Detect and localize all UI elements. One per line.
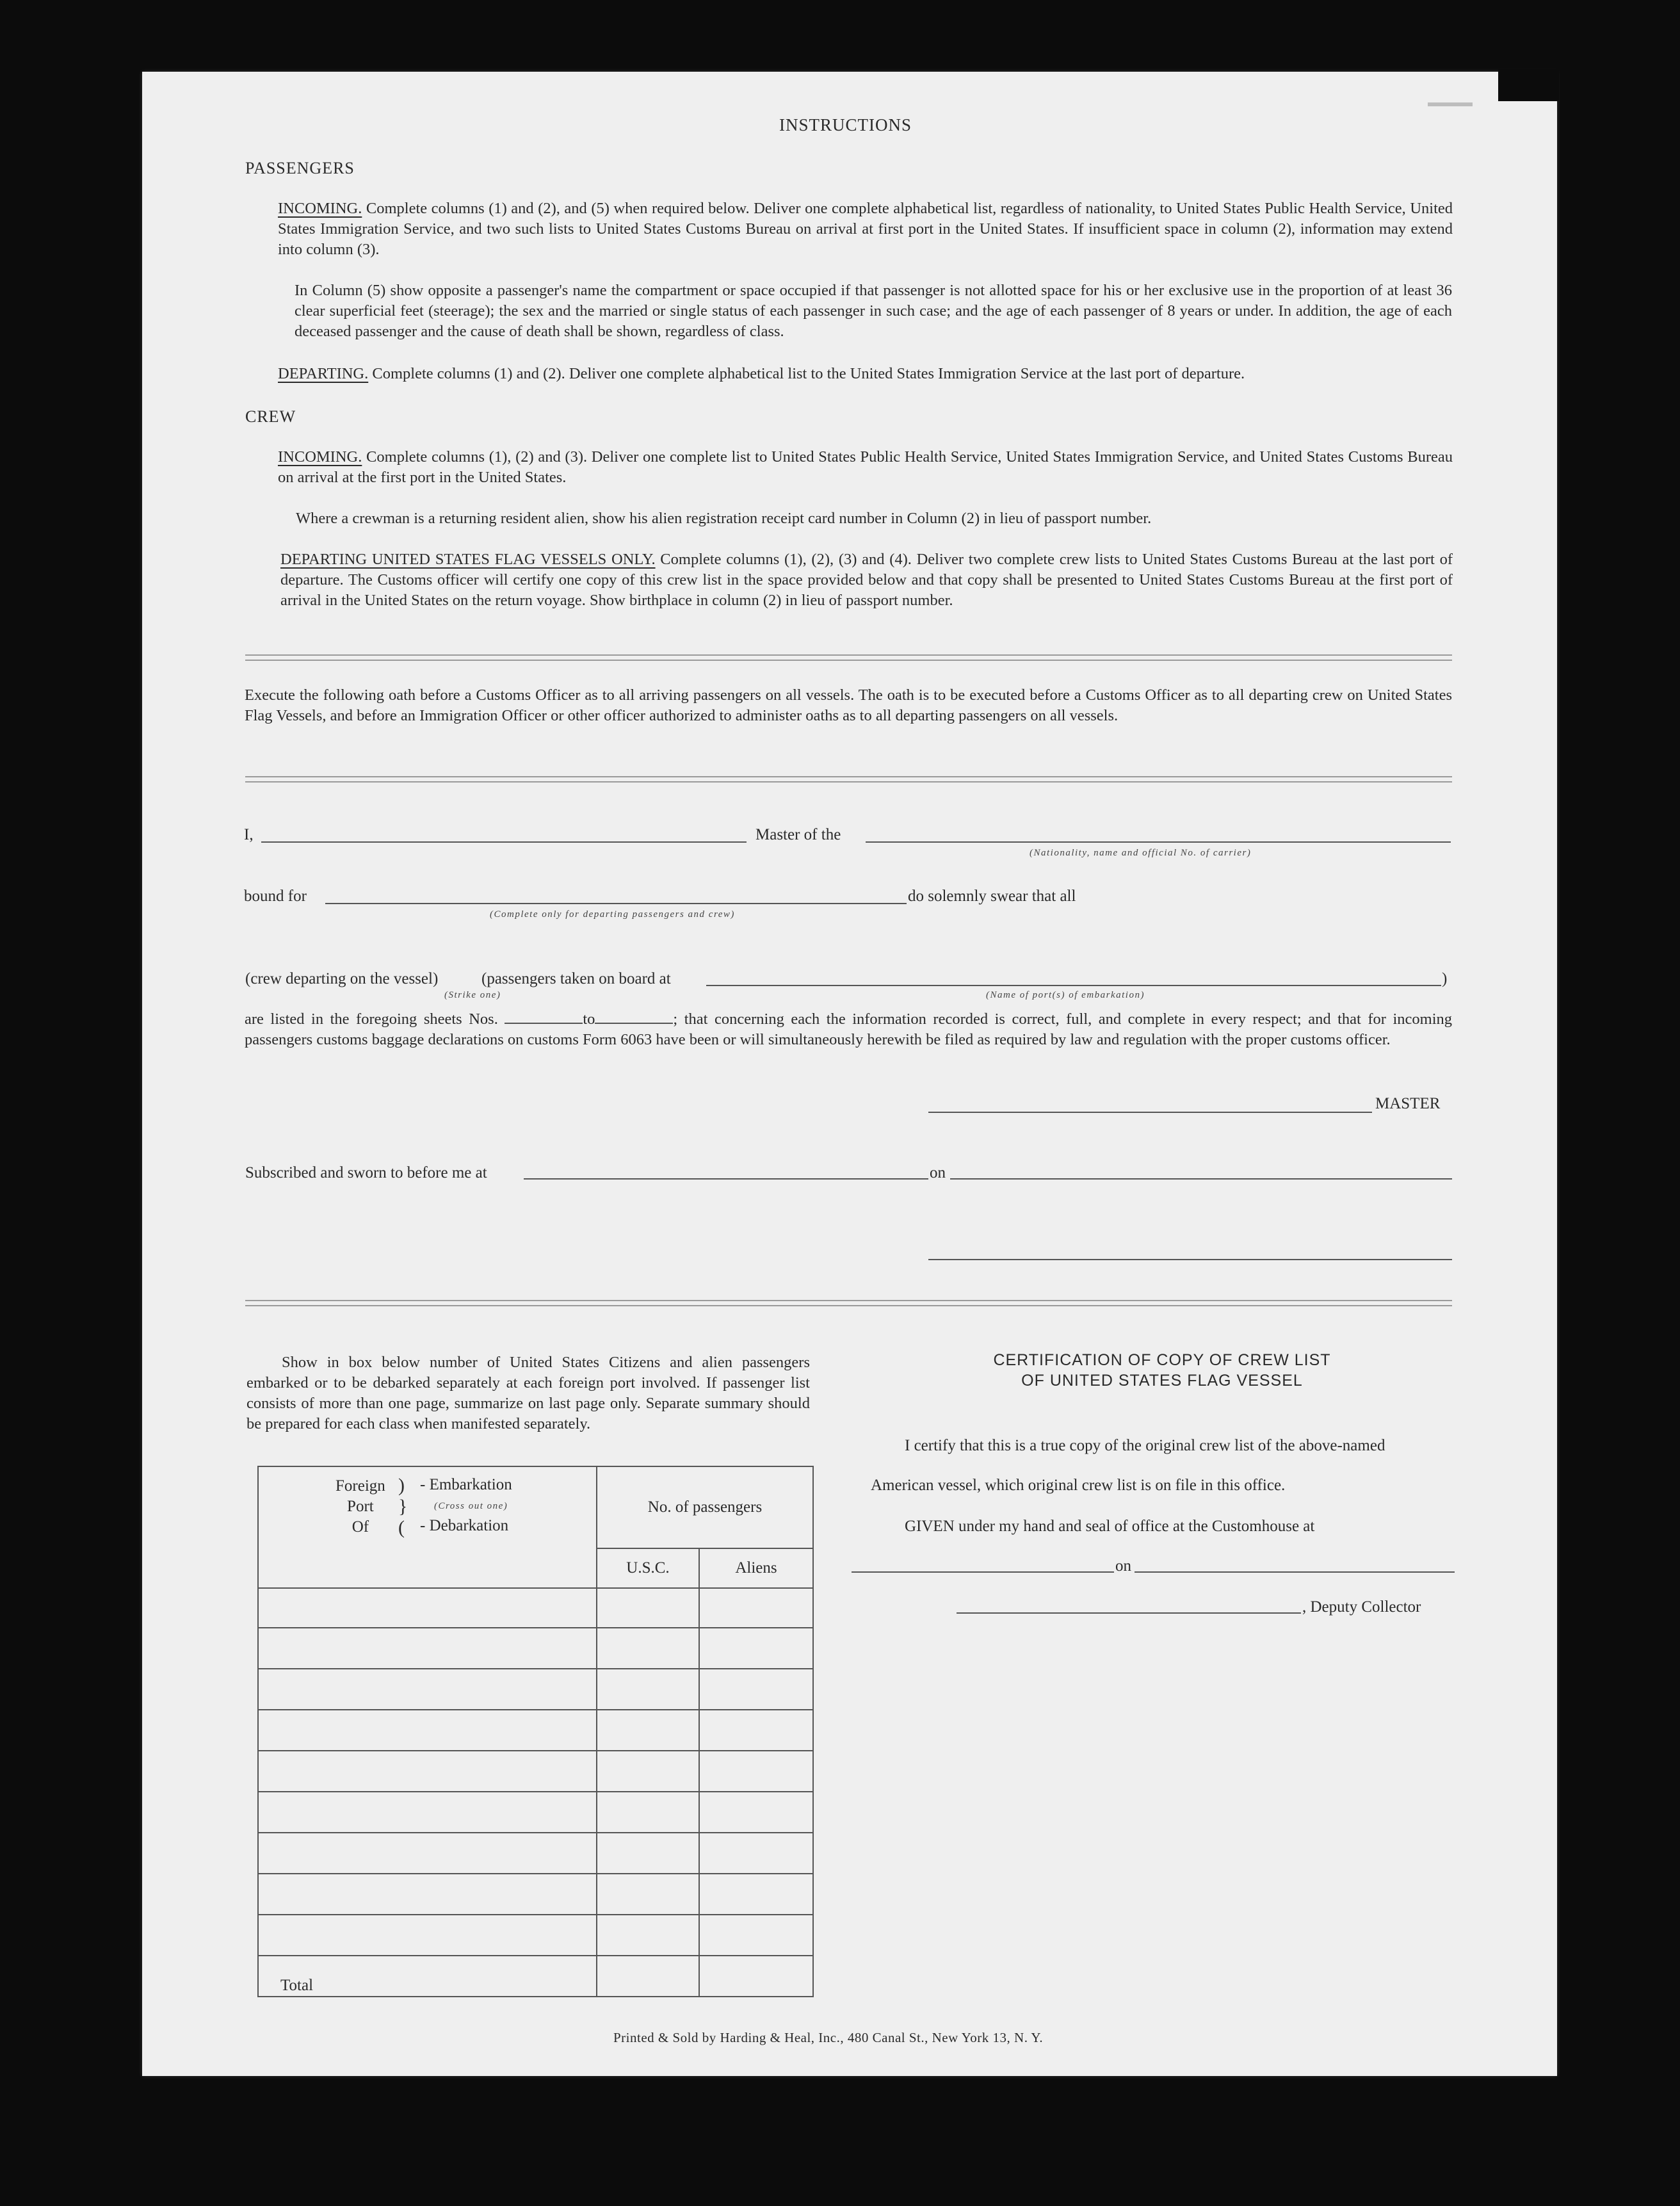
- oath-master-of: Master of the: [755, 826, 841, 843]
- table-row: [258, 1588, 813, 1628]
- certify-on-label: on: [1115, 1557, 1131, 1575]
- table-row: [258, 1915, 813, 1956]
- usc-cell[interactable]: [597, 1792, 699, 1833]
- certify-line3: GIVEN under my hand and seal of office at the Customhouse at: [905, 1518, 1315, 1535]
- carrier-field[interactable]: [866, 841, 1451, 843]
- crew-incoming-paragraph: [278, 447, 1453, 488]
- crew-incoming-text: Complete columns (1), (2) and (3). Deliver one complete list to United States Public Health Service, United States Immigration Service, and United States Customs Bureau on arrival at the first port in the United States.: [278, 448, 1453, 486]
- no-passengers-header: No. of passengers: [597, 1466, 813, 1548]
- subscribed-date-field[interactable]: [950, 1178, 1452, 1180]
- aliens-cell[interactable]: [699, 1710, 813, 1751]
- listed-prefix: are listed in the foregoing sheets Nos.: [245, 1010, 498, 1028]
- subscribed-label: Subscribed and sworn to before me at: [245, 1164, 487, 1181]
- passenger-summary-table: [257, 1466, 814, 1997]
- oath-crew-departing: (crew departing on the vessel): [245, 970, 439, 987]
- port-label: Port: [347, 1498, 374, 1515]
- crew-departing-text: Complete columns (1), (2), (3) and (4). Deliver two complete crew lists to United States Customs Bureau at the last port of departure. The Customs officer will certify one copy of this crew list in the space provided below and that copy shall be presented to United States Customs Bureau at the first port of arrival in the United States on the return voyage. Show birthplace in column (2) in lieu of passport number.: [280, 551, 1453, 609]
- usc-cell[interactable]: [597, 1751, 699, 1792]
- foreign-label: Foreign: [335, 1477, 385, 1495]
- crew-departing-paragraph: [280, 549, 1453, 611]
- section-divider: [245, 1300, 1452, 1306]
- port-cell[interactable]: [258, 1710, 597, 1751]
- customhouse-field[interactable]: [852, 1571, 1114, 1573]
- section-divider: [245, 654, 1452, 661]
- table-row: [258, 1833, 813, 1874]
- crew-heading: CREW: [245, 407, 296, 426]
- passengers-departing-paragraph: [278, 364, 1453, 384]
- aliens-cell[interactable]: [699, 1588, 813, 1628]
- passengers-incoming-text: Complete columns (1) and (2), and (5) when required below. Deliver one complete alphabetical list, regardless of nationality, to United States Public Health Service, United States Immigration Service, and two such lists to United States Customs Bureau on arrival at first port in the United States. If insufficient space in column (2), information may extend into column (3).: [278, 200, 1453, 258]
- embarkation-port-field[interactable]: [706, 985, 1441, 986]
- total-label: Total: [258, 1956, 597, 1997]
- bound-for-field[interactable]: [325, 903, 907, 904]
- table-row: [258, 1751, 813, 1792]
- of-label: Of: [351, 1518, 369, 1536]
- usc-cell[interactable]: [597, 1874, 699, 1915]
- certify-line2: American vessel, which original crew list is on file in this office.: [871, 1477, 1286, 1494]
- instructions-title: INSTRUCTIONS: [779, 115, 912, 134]
- sheet-to-field[interactable]: [595, 1010, 673, 1024]
- usc-total-cell[interactable]: [597, 1956, 699, 1997]
- torn-edge: [1428, 102, 1473, 106]
- usc-cell[interactable]: [597, 1588, 699, 1628]
- oath-instruction: Execute the following oath before a Customs Officer as to all arriving passengers on all vessels. The oath is to be executed before a Customs Officer as to all departing crew on United States Flag Vessels, and before an Immigration Officer or other officer authorized to administer oaths as to all departing passengers on all vessels.: [245, 686, 1452, 724]
- passengers-departing-text: Complete columns (1) and (2). Deliver one complete alphabetical list to the United States Immigration Service at the last port of departure.: [372, 365, 1245, 382]
- port-hint: (Name of port(s) of embarkation): [986, 990, 1145, 1000]
- table-row: [258, 1874, 813, 1915]
- subscribed-on-label: on: [930, 1164, 946, 1181]
- debarkation-label: - Debarkation: [420, 1517, 509, 1534]
- usc-header: U.S.C.: [597, 1548, 699, 1588]
- aliens-cell[interactable]: [699, 1915, 813, 1956]
- cross-out-hint: (Cross out one): [434, 1501, 508, 1511]
- certify-date-field[interactable]: [1135, 1571, 1455, 1573]
- certification-title: [896, 1350, 1428, 1391]
- master-signature-field[interactable]: [928, 1112, 1372, 1113]
- port-cell[interactable]: [258, 1588, 597, 1628]
- passengers-incoming-label: INCOMING.: [278, 200, 362, 217]
- table-header-row: [258, 1466, 813, 1548]
- aliens-cell[interactable]: [699, 1874, 813, 1915]
- port-cell[interactable]: [258, 1792, 597, 1833]
- torn-edge: [1498, 69, 1559, 101]
- certification-title-line2: OF UNITED STATES FLAG VESSEL: [1021, 1372, 1303, 1390]
- port-cell[interactable]: [258, 1628, 597, 1669]
- listed-rest: that for incoming passengers customs baggage declarations on customs Form 6063 have been or will simultaneously herewith be filed as required by law and regulation with the proper customs officer.: [245, 1010, 1453, 1048]
- oath-bound-for: bound for: [244, 888, 307, 905]
- deputy-collector-label: , Deputy Collector: [1302, 1598, 1421, 1616]
- usc-cell[interactable]: [597, 1710, 699, 1751]
- deputy-signature-field[interactable]: [957, 1612, 1301, 1614]
- aliens-cell[interactable]: [699, 1751, 813, 1792]
- aliens-header: Aliens: [699, 1548, 813, 1588]
- table-row: [258, 1669, 813, 1710]
- port-cell[interactable]: [258, 1751, 597, 1792]
- sheet-from-field[interactable]: [505, 1010, 583, 1024]
- aliens-cell[interactable]: [699, 1833, 813, 1874]
- listed-paragraph: [245, 1009, 1452, 1050]
- oath-swear: do solemnly swear that all: [908, 888, 1076, 905]
- port-cell[interactable]: [258, 1833, 597, 1874]
- subscribed-place-field[interactable]: [524, 1178, 928, 1180]
- foreign-port-of: [335, 1476, 385, 1537]
- summary-instruction: Show in box below number of United States Citizens and alien passengers embarked or to be debarked separately at each foreign port involved. If passenger list consists of more than one page, summarize on last page only. Separate summary should be prepared for each class when manifested separately.: [246, 1354, 810, 1432]
- section-divider: [245, 776, 1452, 783]
- aliens-cell[interactable]: [699, 1628, 813, 1669]
- passengers-heading: PASSENGERS: [245, 159, 355, 177]
- embarkation-label: - Embarkation: [420, 1476, 512, 1493]
- aliens-total-cell[interactable]: [699, 1956, 813, 1997]
- oath-passengers-taken: (passengers taken on board at: [481, 970, 671, 987]
- printer-footer: Printed & Sold by Harding & Heal, Inc., 480 Canal St., New York 13, N. Y.: [613, 2030, 1044, 2045]
- aliens-cell[interactable]: [699, 1669, 813, 1710]
- port-cell[interactable]: [258, 1669, 597, 1710]
- passengers-incoming-paragraph: [278, 199, 1453, 260]
- aliens-cell[interactable]: [699, 1792, 813, 1833]
- listed-suffix: ; that concerning each the information recorded is correct, full, and complete in every respect; and: [673, 1010, 1331, 1028]
- crew-departing-label: DEPARTING UNITED STATES FLAG VESSELS ONLY.: [280, 551, 656, 568]
- column5-paragraph: In Column (5) show opposite a passenger's name the compartment or space occupied if that passenger is not allotted space for his or her exclusive use in the proportion of at least 36 clear superficial feet (steerage); the sex and the married or single status of each passenger in such case; and the age of each passenger of 8 years or under. In addition, the age of each deceased passenger and the cause of death shall be shown, regardless of class.: [295, 282, 1452, 340]
- officer-signature-field[interactable]: [928, 1259, 1452, 1260]
- usc-cell[interactable]: [597, 1915, 699, 1956]
- usc-cell[interactable]: [597, 1833, 699, 1874]
- table-row: [258, 1710, 813, 1751]
- total-row: [258, 1956, 813, 1997]
- certify-line1: I certify that this is a true copy of the original crew list of the above-named: [905, 1437, 1385, 1454]
- port-header-cell: [258, 1466, 597, 1588]
- oath-i-label: I,: [244, 826, 254, 843]
- certification-title-line1: CERTIFICATION OF COPY OF CREW LIST: [993, 1351, 1331, 1369]
- brace-icon: ) } (: [398, 1475, 408, 1538]
- port-cell[interactable]: [258, 1915, 597, 1956]
- master-label: MASTER: [1375, 1095, 1441, 1112]
- port-cell[interactable]: [258, 1874, 597, 1915]
- oath-close-paren: ): [1442, 970, 1448, 987]
- master-name-field[interactable]: [261, 841, 747, 843]
- crew-incoming-label: INCOMING.: [278, 448, 362, 466]
- crewman-paragraph: Where a crewman is a returning resident alien, show his alien registration receipt card number in Column (2) in lieu of passport number.: [296, 510, 1152, 527]
- table-row: [258, 1792, 813, 1833]
- carrier-hint: (Nationality, name and official No. of carrier): [1030, 848, 1252, 858]
- usc-cell[interactable]: [597, 1669, 699, 1710]
- usc-cell[interactable]: [597, 1628, 699, 1669]
- strike-hint: (Strike one): [444, 990, 501, 1000]
- to-label: to: [583, 1010, 595, 1028]
- passengers-departing-label: DEPARTING.: [278, 365, 369, 382]
- bound-hint: (Complete only for departing passengers and crew): [490, 909, 735, 920]
- table-row: [258, 1628, 813, 1669]
